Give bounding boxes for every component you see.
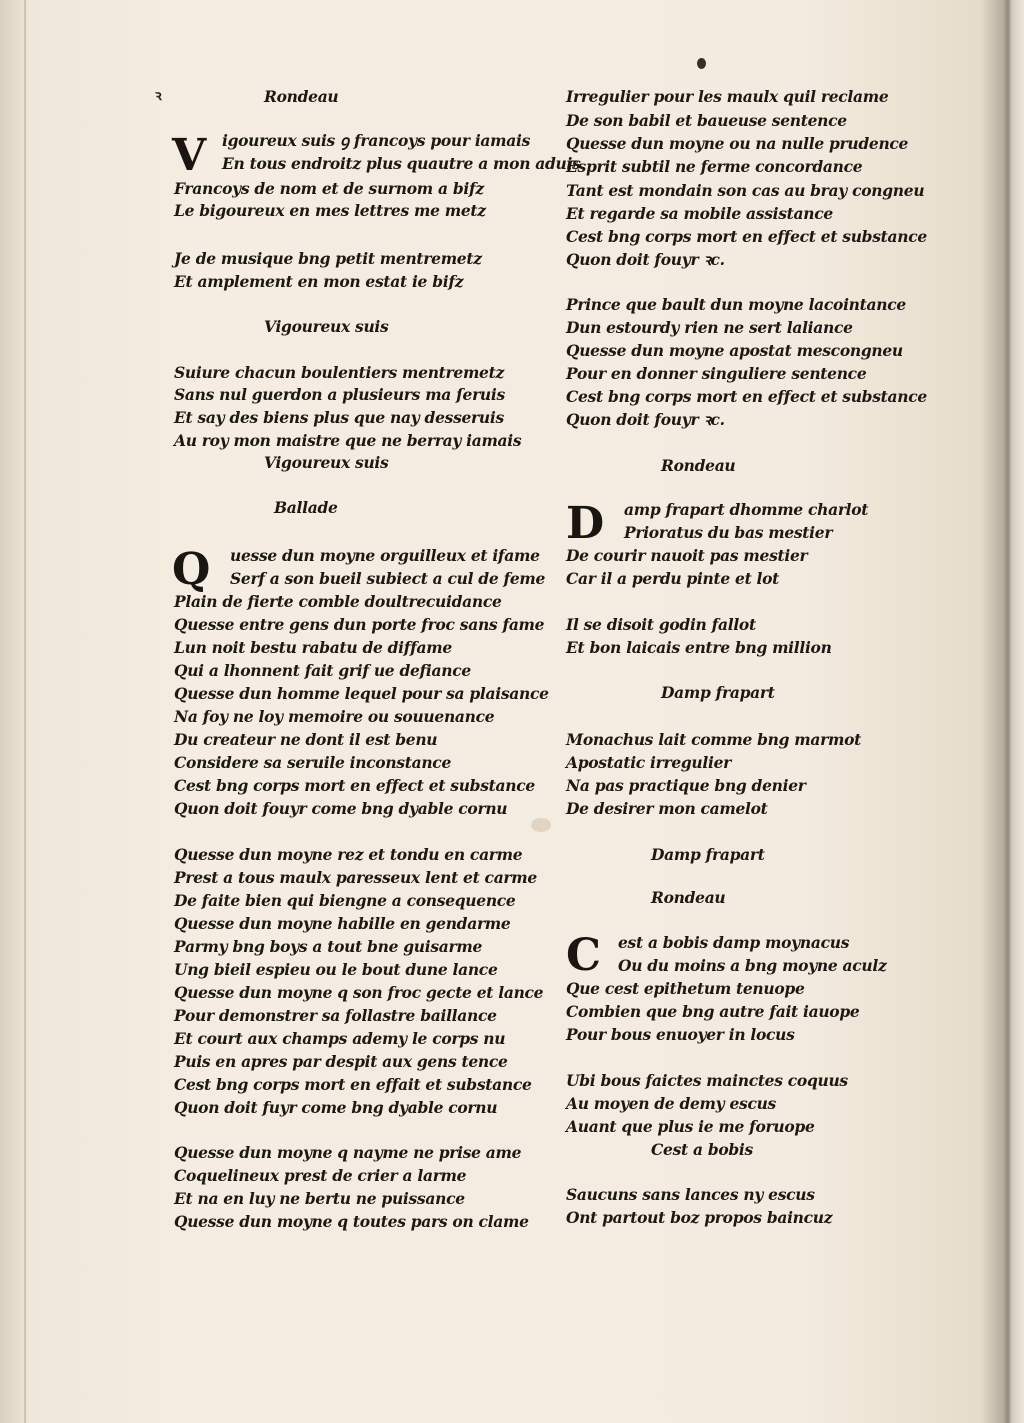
rondeau-2-line: Na pas practique bng denier: [566, 776, 806, 795]
ballade-cont-line: Dun estourdy rien ne sert laliance: [566, 318, 853, 337]
ballade-line: Et na en luy ne bertu ne puissance: [174, 1189, 465, 1208]
ballade-line: Quesse dun moyne q toutes pars on clame: [174, 1212, 529, 1231]
ballade-cont-line: Quon doit fouyr ꝛc.: [566, 410, 725, 429]
rondeau-3-line: Cest a bobis: [651, 1140, 753, 1159]
rondeau-1-line: En tous endroitz plus quautre a mon aduis: [222, 154, 581, 173]
rondeau-2-line: Et bon laicais entre bng million: [566, 638, 832, 657]
rondeau-2-line: Damp frapart: [651, 845, 765, 864]
ballade-line: Prest a tous maulx paresseux lent et carme: [174, 868, 537, 887]
rondeau-2-line: De courir nauoit pas mestier: [566, 546, 808, 565]
rondeau-1-line: Vigoureux suis: [264, 317, 389, 336]
rondeau-2-line: Apostatic irregulier: [566, 753, 732, 772]
ballade-line: Puis en apres par despit aux gens tence: [174, 1052, 508, 1071]
rondeau-3-title: Rondeau: [651, 888, 726, 907]
ballade-line: Quesse dun homme lequel pour sa plaisance: [174, 684, 549, 703]
ballade-line: Lun noit bestu rabatu de diffame: [174, 638, 452, 657]
rondeau-1-initial: V: [172, 130, 206, 181]
rondeau-3-line: Combien que bng autre fait iauope: [566, 1002, 860, 1021]
rondeau-1-line: igoureux suis ꝯ francoys pour iamais: [222, 131, 531, 150]
ballade-line: Ung bieil espieu ou le bout dune lance: [174, 960, 498, 979]
ballade-line: Pour demonstrer sa follastre baillance: [174, 1006, 497, 1025]
rondeau-2-line: amp frapart dhomme charlot: [624, 500, 869, 519]
rondeau-1-line: Suiure chacun boulentiers mentremetz: [174, 363, 504, 382]
rondeau-3-line: Ont partout boz propos baincuz: [566, 1208, 833, 1227]
rondeau-2-line: Il se disoit godin fallot: [566, 615, 756, 634]
ballade-cont-line: Tant est mondain son cas au bray congneu: [566, 181, 925, 200]
rondeau-3-line: Saucuns sans lances ny escus: [566, 1185, 815, 1204]
ballade-title: Ballade: [274, 498, 338, 517]
rondeau-2-line: Damp frapart: [661, 683, 775, 702]
rondeau-1-title: Rondeau: [264, 87, 339, 106]
ballade-cont-line: Irregulier pour les maulx quil reclame: [566, 87, 889, 106]
rondeau-1-line: Sans nul guerdon a plusieurs ma ſeruis: [174, 385, 505, 404]
ballade-cont-line: Cest bng corps mort en effect et substance: [566, 387, 927, 406]
ballade-line: Na foy ne loy memoire ou souuenance: [174, 707, 495, 726]
ballade-line: Quon doit fuyr come bng dyable cornu: [174, 1098, 498, 1117]
ballade-cont-line: Quesse dun moyne apostat mescongneu: [566, 341, 903, 360]
ballade-cont-line: Quesse dun moyne ou na nulle prudence: [566, 134, 909, 153]
ballade-line: Serf a son bueil subiect a cul de feme: [230, 569, 546, 588]
folio-mark: ꝛ: [155, 88, 162, 104]
rondeau-1-line: Vigoureux suis: [264, 453, 389, 472]
rondeau-3-line: Que cest epithetum tenuope: [566, 979, 805, 998]
ballade-line: Quon doit fouyr come bng dyable cornu: [174, 799, 508, 818]
paper-stain: [531, 818, 551, 832]
ballade-line: Considere sa seruile inconstance: [174, 753, 452, 772]
rondeau-3-line: Pour bous enuoyer in locus: [566, 1025, 795, 1044]
rondeau-1-line: Francoys de nom et de surnom a bifz: [174, 179, 484, 198]
rondeau-1-line: Et say des biens plus que nay desseruis: [174, 408, 504, 427]
rondeau-2-line: Car il a perdu pinte et lot: [566, 569, 780, 588]
rondeau-1-line: Je de musique bng petit mentremetz: [174, 249, 482, 268]
ballade-line: De faite bien qui biengne a consequence: [174, 891, 516, 910]
ballade-line: Quesse entre gens dun porte froc sans fame: [174, 615, 545, 634]
ballade-line: Du createur ne dont il est benu: [174, 730, 438, 749]
ballade-line: Plain de fierte comble doultrecuidance: [174, 592, 502, 611]
ballade-line: Quesse dun moyne q son froc gecte et lance: [174, 983, 544, 1002]
ballade-cont-line: De son babil et baueuse sentence: [566, 111, 847, 130]
ballade-line: Quesse dun moyne rez et tondu en carme: [174, 845, 523, 864]
ballade-line: Cest bng corps mort en effect et substance: [174, 776, 535, 795]
ballade-line: Quesse dun moyne q nayme ne prise ame: [174, 1143, 522, 1162]
rondeau-3-line: Au moyen de demy escus: [566, 1094, 776, 1113]
rondeau-2-title: Rondeau: [661, 456, 736, 475]
rondeau-2-initial: D: [566, 498, 604, 549]
ballade-line: Qui a lhonnent fait grif ue defiance: [174, 661, 471, 680]
rondeau-2-line: Prioratus du bas mestier: [624, 523, 833, 542]
ballade-cont-line: Prince que bault dun moyne lacointance: [566, 295, 906, 314]
rondeau-3-line: Auant que plus ie me foruope: [566, 1117, 815, 1136]
rondeau-2-line: Monachus lait comme bng marmot: [566, 730, 861, 749]
ballade-line: Quesse dun moyne habille en gendarme: [174, 914, 511, 933]
ballade-line: Coquelineux prest de crier a larme: [174, 1166, 467, 1185]
ballade-cont-line: Et regarde sa mobile assistance: [566, 204, 833, 223]
ballade-line: Cest bng corps mort en effait et substance: [174, 1075, 532, 1094]
rondeau-1-line: Le bigoureux en mes lettres me metz: [174, 201, 486, 220]
ballade-line: uesse dun moyne orguilleux et ifame: [230, 546, 540, 565]
ballade-cont-line: Pour en donner singuliere sentence: [566, 364, 867, 383]
ballade-initial: Q: [172, 544, 211, 595]
ballade-line: Parmy bng boys a tout bne guisarme: [174, 937, 483, 956]
rondeau-1-line: Et amplement en mon estat ie bifz: [174, 272, 464, 291]
ballade-cont-line: Cest bng corps mort en effect et substance: [566, 227, 927, 246]
page-gutter-edge: [24, 0, 26, 1423]
rondeau-3-initial: C: [566, 930, 601, 981]
ballade-cont-line: Esprit subtil ne ferme concordance: [566, 157, 863, 176]
ballade-cont-line: Quon doit fouyr ꝛc.: [566, 250, 725, 269]
rondeau-1-line: Au roy mon maistre que ne berray iamais: [174, 431, 522, 450]
ink-blot: [697, 58, 706, 69]
rondeau-2-line: De desirer mon camelot: [566, 799, 768, 818]
ballade-line: Et court aux champs ademy le corps nu: [174, 1029, 506, 1048]
rondeau-3-line: Ou du moins a bng moyne aculz: [618, 956, 887, 975]
rondeau-3-line: Ubi bous faictes mainctes coquus: [566, 1071, 848, 1090]
rondeau-3-line: est a bobis damp moynacus: [618, 933, 850, 952]
